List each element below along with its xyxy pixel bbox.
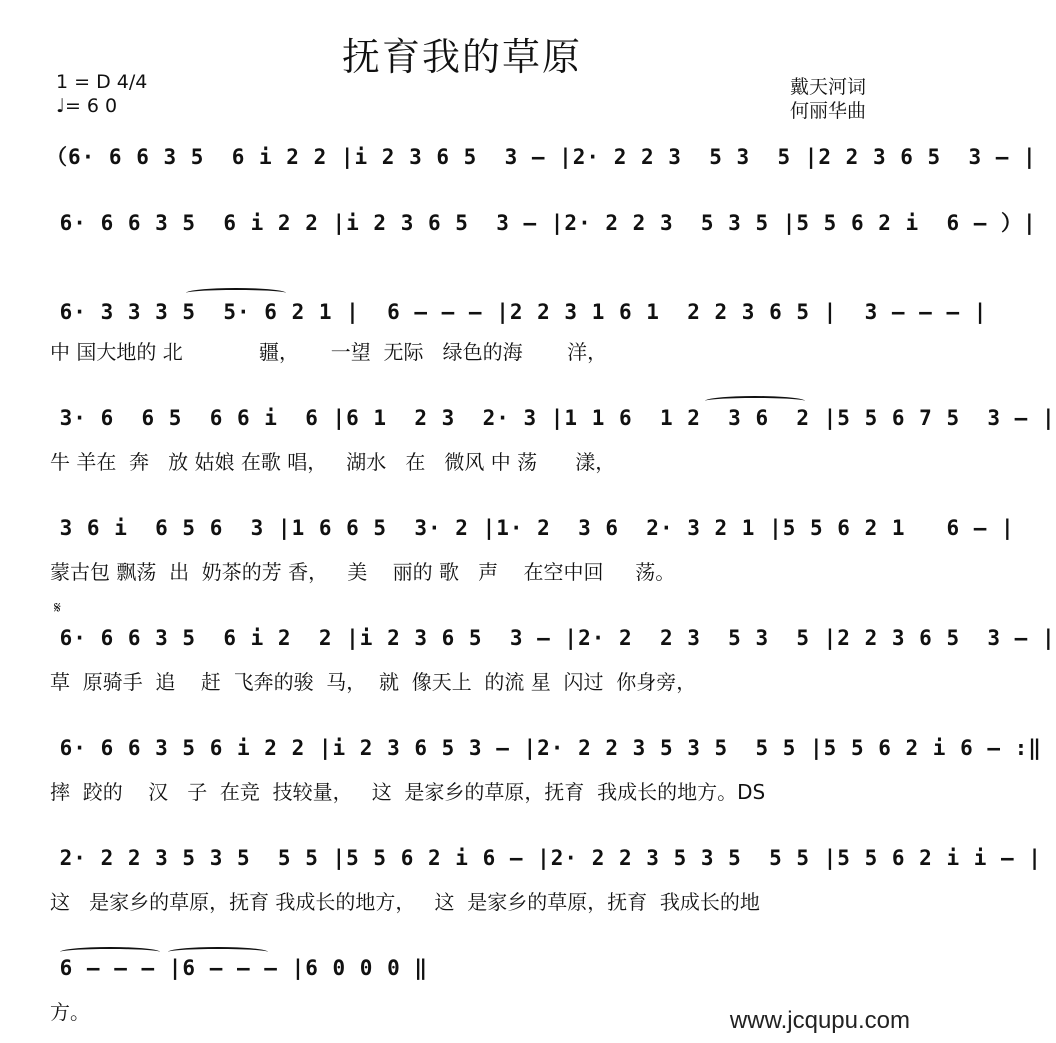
- lyrics-line: 方。: [50, 1000, 90, 1024]
- notes-line: 6· 6 6 3 5 6 i 2 2 |i 2 3 6 5 3 — |2· 2 2 3 5 3 5 |2 2 3 6 5 3 — |: [46, 626, 1056, 650]
- notes-line: 6· 6 6 3 5 6 i 2 2 |i 2 3 6 5 3 — |2· 2 2 3 5 3 5 |5 5 6 2 i 6 — ）|: [46, 211, 1037, 235]
- slur: [705, 396, 805, 406]
- lyrics-line: 这 是家乡的草原，抚育 我成长的地方， 这 是家乡的草原，抚育 我成长的地: [50, 890, 760, 914]
- tempo-marking: ♩= 6 0: [56, 95, 118, 117]
- lyrics-line: 牛 羊在 奔 放 姑娘 在歌 唱， 湖水 在 微风 中 荡 漾，: [50, 450, 616, 474]
- notes-line: 6· 3 3 3 5 5· 6 2 1 | 6 — — — |2 2 3 1 6 1 2 2 3 6 5 | 3 — — — |: [46, 300, 988, 324]
- slur: [186, 288, 286, 298]
- notes-line: 6· 6 6 3 5 6 i 2 2 |i 2 3 6 5 3 — |2· 2 2 3 5 3 5 5 5 |5 5 6 2 i 6 — :‖: [46, 736, 1042, 760]
- key-signature: 1 = D 4/4: [56, 71, 148, 93]
- lyrics-line: 中 国大地的 北 疆， 一望 无际 绿色的海 洋，: [50, 340, 608, 364]
- notes-line: 2· 2 2 3 5 3 5 5 5 |5 5 6 2 i 6 — |2· 2 2 3 5 3 5 5 5 |5 5 6 2 i i — |: [46, 846, 1042, 870]
- segno-sign: 𝄋: [54, 598, 61, 617]
- lyrics-line: 草 原骑手 追 赶 飞奔的骏 马， 就 像天上 的流 星 闪过 你身旁，: [50, 670, 697, 694]
- composer-credit: 何丽华曲: [789, 100, 866, 122]
- watermark: www.jcqupu.com: [729, 1007, 910, 1034]
- lyrics-line: 摔 跤的 汉 子 在竞 技较量， 这 是家乡的草原，抚育 我成长的地方。DS: [50, 780, 766, 804]
- lyrics-line: 蒙古包 飘荡 出 奶茶的芳 香， 美 丽的 歌 声 在空中回 荡。: [50, 560, 676, 584]
- notes-line: 3 6 i 6 5 6 3 |1 6 6 5 3· 2 |1· 2 3 6 2· 3 2 1 |5 5 6 2 1 6 — |: [46, 516, 1015, 540]
- slur: [168, 947, 268, 957]
- notes-line: 6 — — — |6 — — — |6 0 0 0 ‖: [46, 956, 429, 980]
- page-title: 抚育我的草原: [341, 35, 582, 79]
- slur: [60, 947, 160, 957]
- lyricist-credit: 戴天河词: [789, 76, 866, 98]
- notes-line: （6· 6 6 3 5 6 i 2 2 |i 2 3 6 5 3 — |2· 2 2 3 5 3 5 |2 2 3 6 5 3 — |: [46, 145, 1037, 169]
- notes-line: 3· 6 6 5 6 6 i 6 |6 1 2 3 2· 3 |1 1 6 1 2 3 6 2 |5 5 6 7 5 3 — |: [46, 406, 1056, 430]
